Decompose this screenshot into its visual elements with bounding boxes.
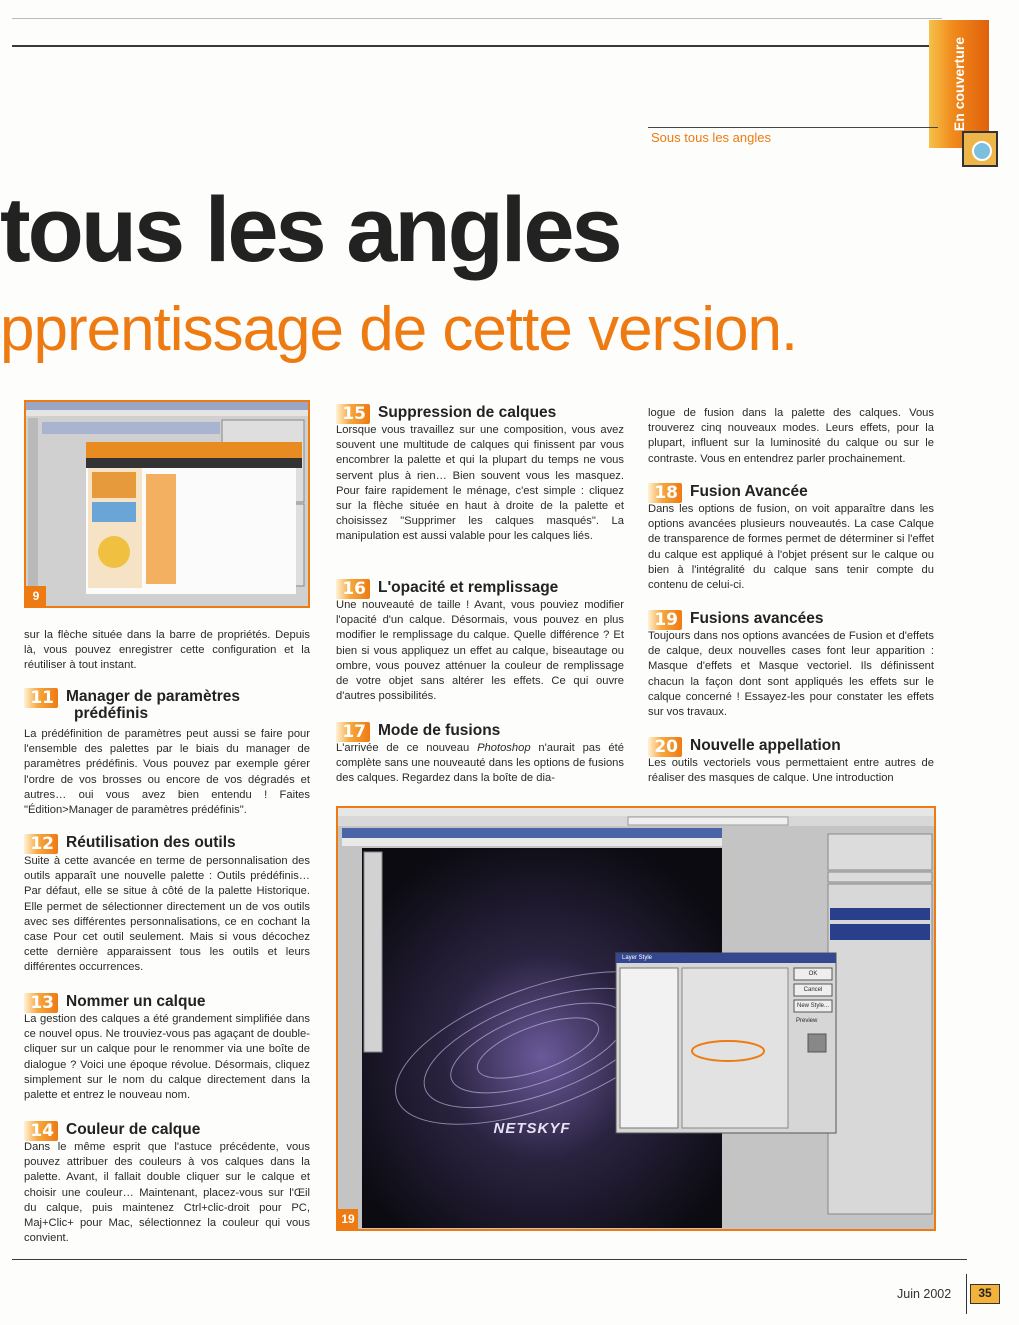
tip-12-body-text: Suite à cette avancée en terme de personnalisation des outils apparaît une nouvelle palette : Outils prédéfinis… Par défaut, elle se situe à côté de la palette Historique. Elle permet de sélectionner directement un de vos outils avec ses différentes personnalisations, ce en cochant la case Pour cet outil seulement. Mais si vous décochez cette dernière apparaissent tous les outils et leurs différentes occurrences.	[24, 855, 310, 974]
tip-18-body	[648, 502, 934, 593]
tip-19-number: 19	[648, 610, 682, 630]
tip-11-title	[66, 688, 240, 722]
title-line-2: pprentissage de cette version.	[0, 295, 798, 364]
tip-19-body-text: Toujours dans nos options avancées de Fusion et d'effets de calque, deux nouvelles cases font leur apparition : Masque d'effets et Masque vectoriel. Ils définissent chacun la façon dont sont appliqués les effets sur le calque concerné ! Essayez-les pour constater les effets sur vos travaux.	[648, 630, 934, 719]
tip-19-title: Fusions avancées	[690, 610, 824, 627]
tip-14-title: Couleur de calque	[66, 1121, 201, 1138]
figure-19-number: 19	[338, 1209, 358, 1229]
tip-12-heading	[24, 834, 314, 854]
tip-13-heading	[24, 993, 314, 1013]
tip-16-body-text: Une nouveauté de taille ! Avant, vous pouviez modifier l'opacité d'un calque. Désormais, vous pouvez en plus modifier le remplissage du calque. Quelle différence ? Et bien si vous appliquez un effet au calque, biseautage ou ombre, vous pouvez atténuer la couleur de remplissage de votre objet sans altérer les effets. Ce qui ouvre d'autres possibilités.	[336, 599, 624, 703]
running-head-rule	[648, 127, 938, 128]
tip-18-title: Fusion Avancée	[690, 483, 808, 500]
tip-14-body	[24, 1140, 310, 1246]
tip-20-heading	[648, 737, 938, 757]
tip-12-title: Réutilisation des outils	[66, 834, 236, 851]
tip-14-number: 14	[24, 1121, 58, 1141]
tip-13-number: 13	[24, 993, 58, 1013]
tip-19-body	[648, 629, 934, 720]
tip-14-body-text: Dans le même esprit que l'astuce précédente, vous pouvez attribuer des couleurs à vos calques dans la palette. Avant, il fallait double cliquer sur le calque et choisir une couleur… Maintenant, placez-vous sur l'Œil du calque, puis maintenez Ctrl+clic-droit pour PC, Maj+Clic+ pour Mac, sélectionnez la couleur qui vous convient.	[24, 1141, 310, 1245]
col3-intro-text: logue de fusion dans la palette des calques. Vous trouverez cinq nouveaux modes. Leurs effets, pour la plupart, influent sur la luminosité du calque ou sur le contraste. Vous en entendrez parler prochainement.	[648, 407, 934, 465]
tip-17-number: 17	[336, 722, 370, 742]
tip-16-heading	[336, 579, 626, 599]
figure-9-screenshot	[24, 400, 310, 608]
tip-12-number: 12	[24, 834, 58, 854]
footer-divider	[966, 1274, 967, 1314]
tip-12-body	[24, 854, 310, 976]
tip-15-title: Suppression de calques	[378, 404, 557, 421]
tip-17-body	[336, 741, 624, 787]
running-head: Sous tous les angles	[651, 130, 771, 145]
title-line-1: tous les angles	[0, 179, 620, 281]
tip-11-heading	[24, 688, 314, 722]
top-thin-rule	[12, 18, 942, 19]
section-tab	[929, 20, 989, 148]
layer-style-dialog-title: Layer Style	[622, 955, 653, 961]
tip-18-body-text: Dans les options de fusion, on voit apparaître dans les options avancées plusieurs nouveautés. La case Calque de transparence de formes permet de déterminer si l'effet du calque est appliqué à l'objet présent sur le calque ou bien à l'intégralité du calque sans tenir compte du contenu de celui-ci.	[648, 503, 934, 592]
tip-18-heading	[648, 483, 938, 503]
tip-13-body-text: La gestion des calques a été grandement simplifiée dans ce nouvel opus. Ne trouviez-vous pas agaçant de double-cliquer sur un calque pour le renommer via une boîte de dialogue ? Voici une époque révolue. Désormais, cliquez simplement sur le nom du calque directement dans la palette et entrez le nouveau nom.	[24, 1013, 310, 1102]
col1-intro	[24, 628, 310, 674]
tip-15-body-text: Lorsque vous travaillez sur une composition, vous avez souvent une multitude de calques qui finissent par vous encombrer la palette et qui la plupart du temps ne vous servent plus à rien… Bien souvent vous les masquez. Pour faire rapidement le ménage, c'est simple : cliquez sur la flèche située en haut à droite de la palette et choisissez "Supprimer les calques masqués". La manipulation est aussi valable pour les calques liés.	[336, 424, 624, 543]
tip-20-title: Nouvelle appellation	[690, 737, 841, 754]
col3-intro	[648, 406, 934, 467]
tip-11-body-text: La prédéfinition de paramètres peut aussi se faire pour l'ensemble des palettes par le biais du manager de paramètres prédéfinis. Vous pouvez par exemple gérer l'ordre de vos brosses ou encore de vos dégradés et autres… oui vous avez bien entendu ! Faites "Édition>Manager de paramètres prédéfinis".	[24, 728, 310, 817]
tip-17-body-text	[336, 741, 624, 787]
tip-17-title: Mode de fusions	[378, 722, 501, 739]
col1-intro-text: sur la flèche située dans la barre de propriétés. Depuis là, vous pouvez enregistrer cette configuration et la réutiliser à tout instant.	[24, 629, 310, 672]
footer-date: Juin 2002	[897, 1287, 952, 1301]
tip-19-heading	[648, 610, 938, 630]
tip-16-number: 16	[336, 579, 370, 599]
tip-17-body-emphasis: Photoshop	[477, 742, 531, 754]
tip-13-body	[24, 1012, 310, 1103]
dialog-ok-button[interactable]: OK	[808, 971, 818, 977]
tip-15-number: 15	[336, 404, 370, 424]
tip-14-heading	[24, 1121, 314, 1141]
figure-9-number: 9	[26, 586, 46, 606]
netskyf-logo: NETSKYF	[493, 1120, 571, 1137]
tip-20-number: 20	[648, 737, 682, 757]
tip-11-title-line2: prédéfinis	[74, 705, 149, 722]
bottom-rule	[12, 1259, 967, 1260]
section-tab-label: En couverture	[951, 36, 968, 132]
tip-17-body-post: n'aurait pas été complète sans une nouveauté dans les options de fusions des calques. Regardez dans la boîte de dia-	[336, 742, 624, 785]
tip-11-number: 11	[24, 688, 58, 708]
tip-16-body	[336, 598, 624, 704]
dialog-new-style-button[interactable]: New Style...	[796, 1003, 829, 1009]
tip-16-title: L'opacité et remplissage	[378, 579, 559, 596]
top-rule	[12, 45, 960, 47]
tip-15-body	[336, 423, 624, 545]
tip-11-body	[24, 727, 310, 818]
tip-11-title-line1: Manager de paramètres	[66, 688, 241, 705]
section-cd-icon	[962, 131, 998, 167]
tip-15-heading	[336, 404, 626, 424]
dialog-preview-checkbox[interactable]: Preview	[796, 1018, 818, 1024]
tip-18-number: 18	[648, 483, 682, 503]
figure-9-image	[26, 402, 308, 606]
figure-19-image	[338, 808, 934, 1229]
page-number: 35	[970, 1284, 1000, 1304]
dialog-cancel-button[interactable]: Cancel	[803, 987, 823, 993]
tip-20-body-text: Les outils vectoriels vous permettaient entre autres de réaliser des masques de calque. Une introduction	[648, 757, 934, 785]
figure-19-screenshot	[336, 806, 936, 1231]
tip-13-title: Nommer un calque	[66, 993, 206, 1010]
tip-20-body	[648, 756, 934, 786]
tip-17-heading	[336, 722, 626, 742]
tip-17-body-pre: L'arrivée de ce nouveau	[336, 742, 478, 754]
